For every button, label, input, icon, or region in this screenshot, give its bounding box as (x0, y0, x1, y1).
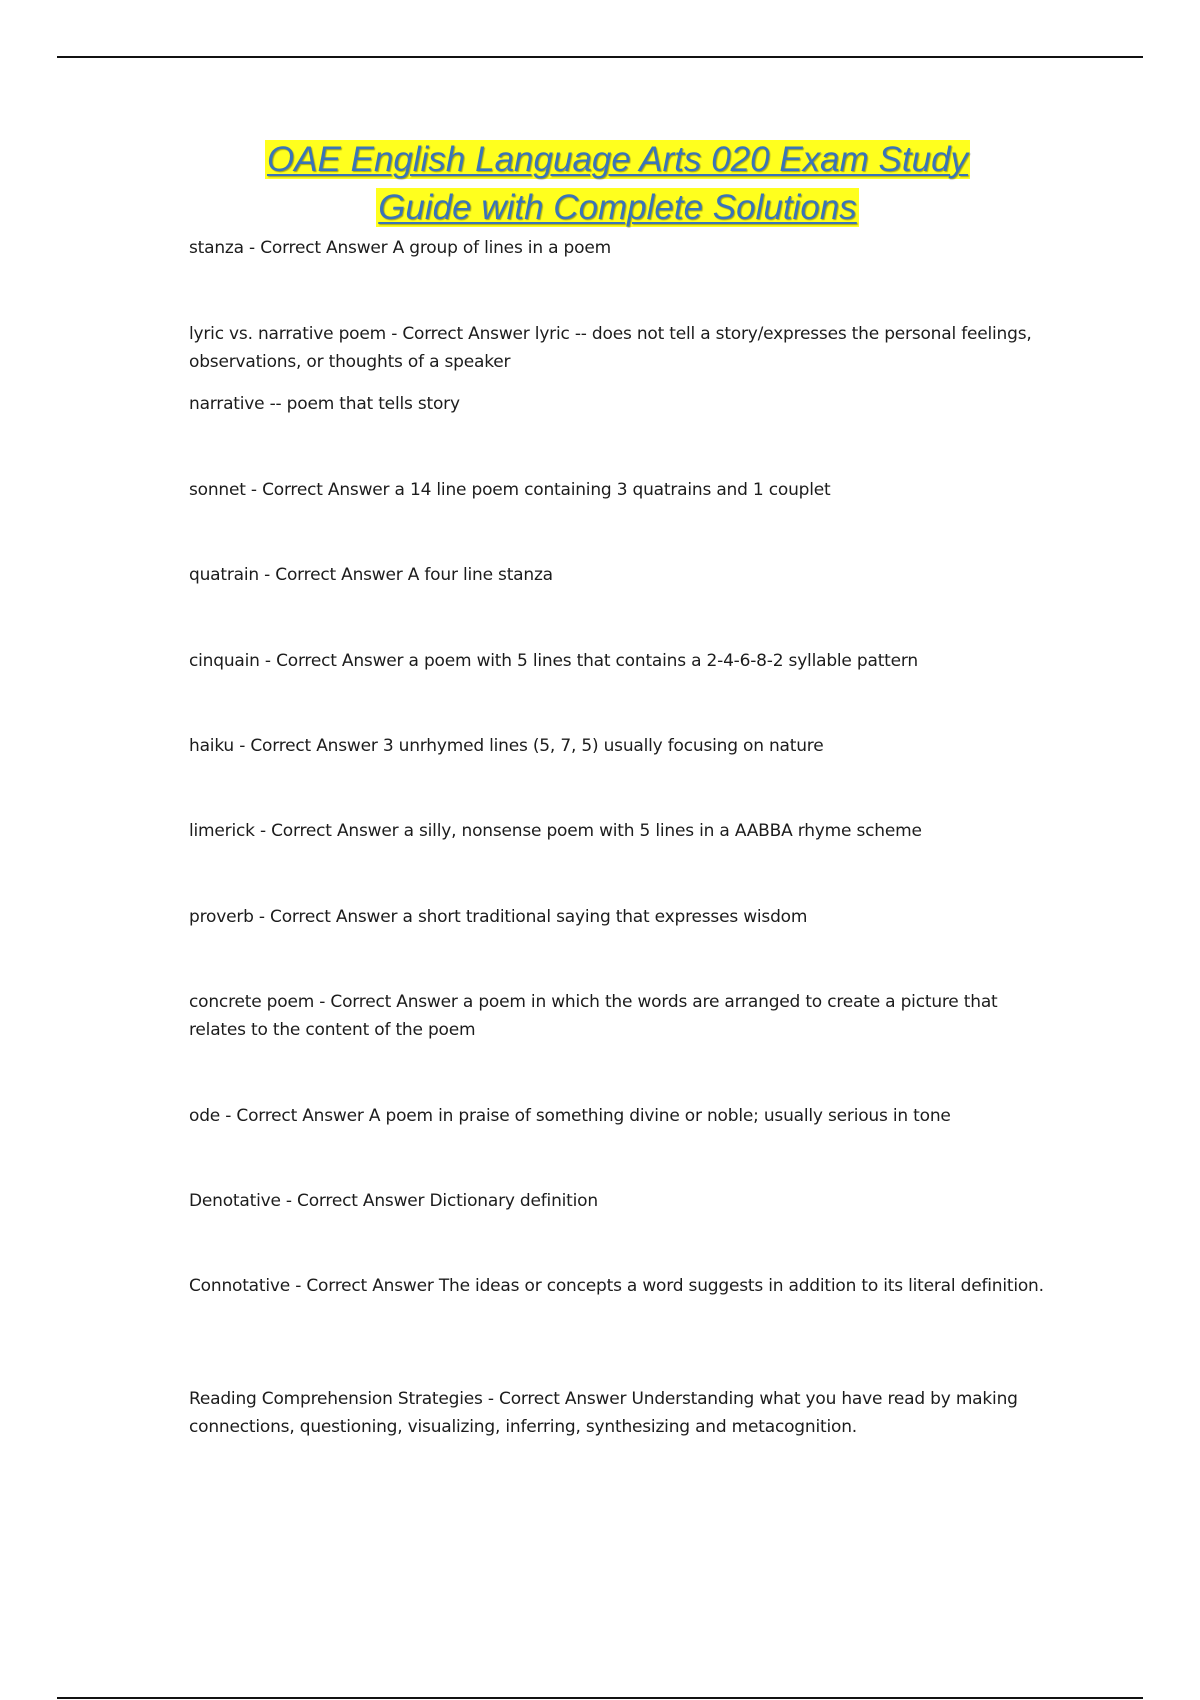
entry-limerick: limerick - Correct Answer a silly, nonsense poem with 5 lines in a AABBA rhyme scheme (189, 821, 922, 841)
entry-proverb: proverb - Correct Answer a short traditional saying that expresses wisdom (189, 907, 808, 927)
document-title (150, 136, 1085, 232)
entry-denotative: Denotative - Correct Answer Dictionary definition (189, 1191, 598, 1211)
entry-cinquain: cinquain - Correct Answer a poem with 5 lines that contains a 2-4-6-8-2 syllable pattern (189, 651, 918, 671)
entry-stanza: stanza - Correct Answer A group of lines in a poem (189, 238, 611, 258)
entry-ode: ode - Correct Answer A poem in praise of something divine or noble; usually serious in tone (189, 1106, 951, 1126)
entry-haiku: haiku - Correct Answer 3 unrhymed lines (5, 7, 5) usually focusing on nature (189, 736, 824, 756)
entry-narrative: narrative -- poem that tells story (189, 394, 460, 414)
title-line-1: OAE English Language Arts 020 Exam Study (266, 140, 969, 179)
entry-connotative: Connotative - Correct Answer The ideas or concepts a word suggests in addition to its literal definition. (189, 1276, 1044, 1296)
entry-concrete-poem: concrete poem - Correct Answer a poem in which the words are arranged to create a picture that relates to the content of the poem (189, 992, 998, 1040)
entry-sonnet: sonnet - Correct Answer a 14 line poem containing 3 quatrains and 1 couplet (189, 480, 831, 500)
title-line-2: Guide with Complete Solutions (378, 188, 857, 227)
bottom-rule (57, 1697, 1143, 1699)
entry-lyric-vs-narrative: lyric vs. narrative poem - Correct Answer lyric -- does not tell a story/expresses the personal feelings, observations, or thoughts of a speaker (189, 324, 1032, 372)
top-rule (57, 56, 1143, 58)
entry-quatrain: quatrain - Correct Answer A four line stanza (189, 565, 553, 585)
entry-reading-comprehension-strategies: Reading Comprehension Strategies - Correct Answer Understanding what you have read by making connections, questioning, visualizing, inferring, synthesizing and metacognition. (189, 1389, 1018, 1437)
